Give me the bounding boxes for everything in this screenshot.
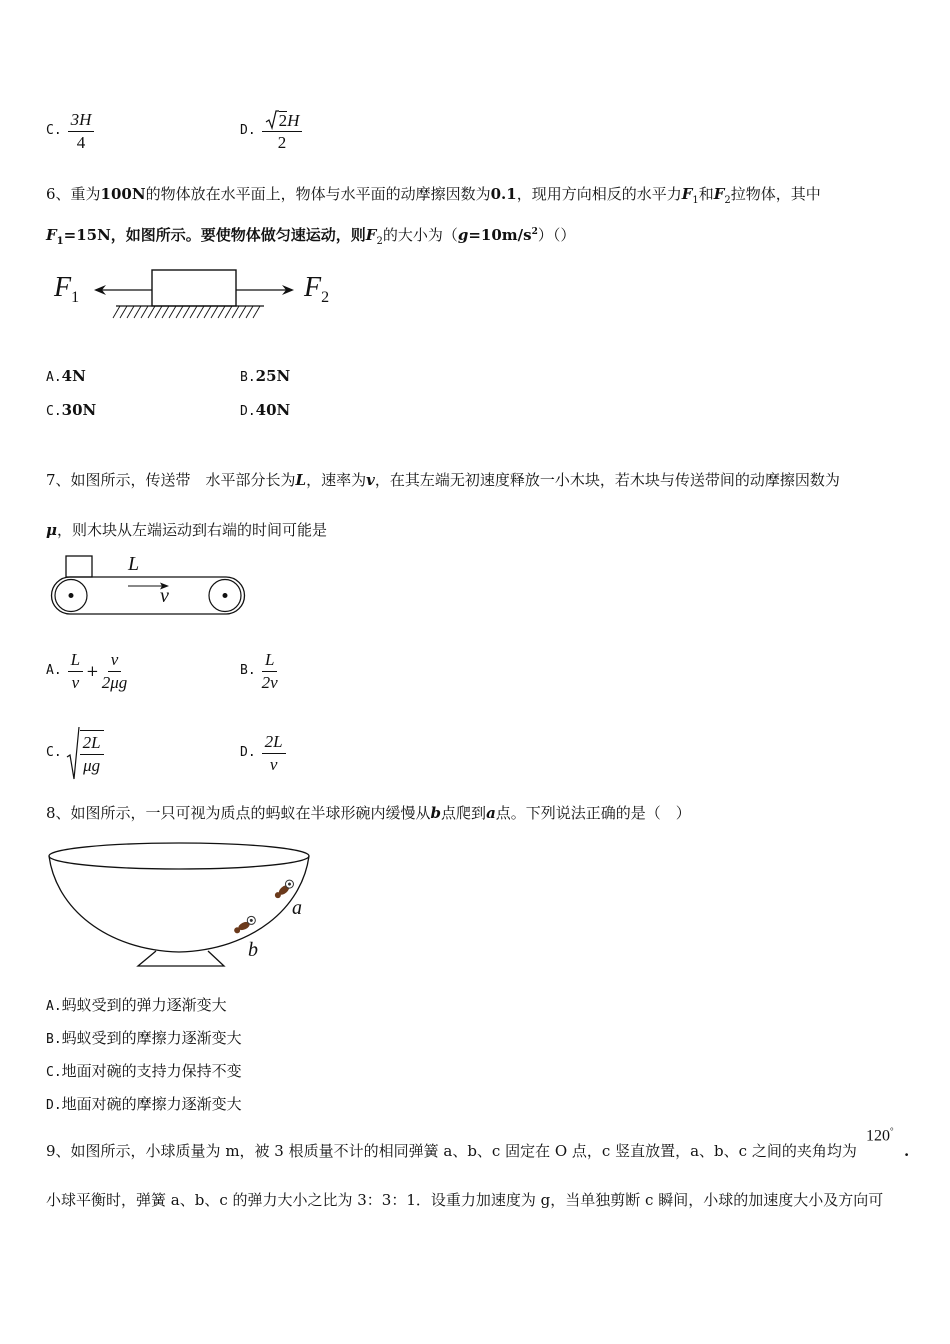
q8-option-c-label: C. (46, 1065, 62, 1080)
q6-ground-hatching (113, 306, 260, 318)
q6-text: 6、重为 (46, 185, 101, 203)
hatch-line (204, 306, 211, 318)
q6-f2-sub: 2 (376, 236, 383, 247)
q7-option-b (240, 636, 278, 706)
q7-fig-v: v (160, 585, 169, 607)
q6-fig-f2: $F_2$ (304, 272, 330, 306)
q6-option-b-label: B. (240, 370, 256, 385)
q6-f1: F (46, 226, 57, 244)
q5-d-var: H (287, 110, 300, 130)
q7-c-frac (80, 730, 104, 776)
hatch-line (148, 306, 155, 318)
q6-stem-line1 (46, 184, 821, 211)
hatch-line (113, 306, 120, 318)
hatch-line (239, 306, 246, 318)
q6-g-sup: 2 (531, 227, 538, 237)
q7-option-d (240, 718, 286, 788)
q6-fig-f1: $F_1$ (54, 272, 80, 306)
q9-stem-line2 (46, 1190, 883, 1210)
q7-stem-line2 (46, 520, 327, 540)
q9-stem-line1 (46, 1141, 857, 1161)
hatch-line (218, 306, 225, 318)
q6-text: 的大小为（ (382, 226, 458, 244)
q8-ant-b (231, 915, 257, 934)
q6-text: 拉物体，其中 (730, 185, 821, 203)
q8-option-b-label: B. (46, 1032, 62, 1047)
q8-option-b (46, 1028, 242, 1050)
q7-a-n2: v (108, 650, 122, 672)
hatch-line (176, 306, 183, 318)
q8-option-d-label: D. (46, 1098, 62, 1113)
q9-period: . (904, 1142, 910, 1160)
q7-b-num: L (262, 650, 277, 672)
hatch-line (183, 306, 190, 318)
q7-left-axle (69, 593, 74, 598)
q9-angle-degree: ° (890, 1126, 894, 1136)
q6-f2: F (365, 226, 377, 244)
q7-a-n1: L (68, 650, 83, 672)
q6-text: 的物体放在水平面上，物体与水平面的动摩擦因数为 (145, 185, 491, 203)
q7-b-frac (262, 650, 278, 693)
hatch-line (211, 306, 218, 318)
q8-option-d-text: 地面对碗的摩擦力逐渐变大 (61, 1095, 242, 1113)
q7-text: ，则木块从左端运动到右端的时间可能是 (56, 521, 327, 539)
hatch-line (155, 306, 162, 318)
q7-b-den: 2v (261, 672, 278, 692)
q5-option-d-fraction (262, 110, 303, 153)
q6-option-d (240, 400, 290, 422)
q5-c-numerator: 3H (68, 110, 95, 132)
q7-v: v (366, 471, 375, 489)
hatch-line (232, 306, 239, 318)
q5-d-root: 2 (278, 110, 288, 130)
hatch-line (246, 306, 253, 318)
q9-angle (866, 1126, 894, 1145)
q8-fig-a: a (292, 897, 302, 919)
hatch-line (190, 306, 197, 318)
q6-f2-sub: 2 (724, 195, 731, 206)
q7-text: ，在其左端无初速度释放一小木块，若木块与传送带间的动摩擦因数为 (374, 471, 840, 489)
q8-bowl-body (49, 856, 309, 952)
q5-c-denominator: 4 (76, 132, 86, 152)
hatch-line (134, 306, 141, 318)
q8-bowl-rim (49, 843, 309, 869)
q7-fig-L: L (128, 553, 140, 575)
q7-a-d1: v (71, 672, 80, 692)
q7-mu: μ (46, 521, 57, 539)
q8-bowl-base (138, 951, 224, 966)
q6-f2: F (713, 185, 725, 203)
q8-fig-b: b (248, 939, 258, 961)
hatch-line (127, 306, 134, 318)
q7-a-frac2 (102, 650, 128, 693)
q6-figure (48, 262, 348, 324)
q7-option-a-label: A. (46, 663, 62, 678)
q8-option-c (46, 1061, 242, 1083)
q7-option-b-label: B. (240, 663, 256, 678)
q6-block (152, 270, 236, 306)
q6-option-d-value: 40N (255, 401, 291, 419)
q8-text: 点爬到 (441, 804, 487, 822)
q8-stem (46, 803, 691, 823)
hatch-line (169, 306, 176, 318)
q6-g: g (457, 226, 469, 244)
q5-option-c (46, 106, 94, 156)
q5-option-c-label: C. (46, 123, 62, 138)
q8-option-d (46, 1094, 242, 1116)
q6-option-b-value: 25N (255, 367, 291, 385)
hatch-line (225, 306, 232, 318)
q6-stem-line2 (46, 222, 575, 252)
q8-text: 点。下列说法正确的是（ ） (495, 804, 691, 822)
q6-weight: 100N (100, 185, 146, 203)
hatch-line (141, 306, 148, 318)
q6-options (46, 366, 446, 426)
q6-f1-sub: 1 (56, 236, 64, 247)
q8-b: b (430, 804, 442, 822)
q6-text: 和 (698, 185, 714, 203)
q7-option-d-label: D. (240, 745, 256, 760)
q6-option-c-label: C. (46, 404, 62, 419)
q6-option-a-value: 4N (61, 367, 86, 385)
q7-figure (48, 552, 248, 616)
q7-d-num: 2L (262, 732, 286, 754)
q6-option-a (46, 366, 86, 388)
q7-a-plus: + (86, 662, 99, 680)
q8-a: a (486, 804, 496, 822)
q5-d-numerator (262, 110, 303, 132)
q6-text: =15N，如图所示。要使物体做匀速运动，则 (63, 226, 366, 244)
q6-text: ）（） (537, 226, 576, 244)
q7-a-d2: 2μg (101, 672, 128, 692)
hatch-line (253, 306, 260, 318)
q6-mu: 0.1 (490, 185, 517, 203)
q5-d-denominator: 2 (277, 132, 287, 152)
q7-d-den: v (269, 754, 278, 774)
q7-text: ，速率为 (306, 471, 367, 489)
q5-option-d-label: D. (240, 123, 256, 138)
sqrt-sign-icon (66, 725, 80, 781)
q7-option-c (46, 718, 104, 788)
q7-wood-block (66, 556, 92, 577)
q7-text: 7、如图所示，传送带 水平部分长为 (46, 471, 296, 489)
sqrt-sign-icon (265, 110, 279, 130)
q7-right-axle (223, 593, 228, 598)
q6-option-c-value: 30N (61, 401, 97, 419)
q9-angle-value: 120 (866, 1127, 890, 1145)
q9-text: 9、如图所示，小球质量为 m，被 3 根质量不计的相同弹簧 a、b、c 固定在 O 点，c 竖直放置，a、b、c 之间的夹角均为 (46, 1142, 857, 1160)
q8-option-a-label: A. (46, 999, 62, 1014)
q7-c-num: 2L (80, 733, 104, 755)
q8-bowl-figure (46, 838, 316, 972)
q8-text: 8、如图所示，一只可视为质点的蚂蚁在半球形碗内缓慢从 (46, 804, 431, 822)
q6-option-d-label: D. (240, 404, 256, 419)
q6-text: ，现用方向相反的水平力 (516, 185, 682, 203)
q8-option-a-text: 蚂蚁受到的弹力逐渐变大 (61, 996, 227, 1014)
q7-option-c-label: C. (46, 745, 62, 760)
q8-option-b-text: 蚂蚁受到的摩擦力逐渐变大 (61, 1029, 242, 1047)
q6-option-a-label: A. (46, 370, 62, 385)
q8-options (46, 995, 446, 1125)
q7-a-frac1 (68, 650, 83, 693)
q7-stem-line1 (46, 470, 840, 490)
hatch-line (197, 306, 204, 318)
hatch-line (120, 306, 127, 318)
q5-option-c-fraction (68, 110, 95, 153)
q6-g-value: =10m/s (468, 226, 532, 244)
q9-text: 小球平衡时，弹簧 a、b、c 的弹力大小之比为 3：3：1．设重力加速度为 g，当单独剪断 c 瞬间，小球的加速度大小及方向可 (46, 1191, 884, 1209)
q7-option-a (46, 636, 127, 706)
q7-d-frac (262, 732, 286, 775)
q5-option-d (240, 104, 302, 158)
hatch-line (162, 306, 169, 318)
q6-f1-sub: 1 (692, 195, 699, 206)
q6-f1: F (681, 185, 693, 203)
q7-L: L (295, 471, 307, 489)
q8-option-a (46, 995, 227, 1017)
q6-option-c (46, 400, 96, 422)
q6-option-b (240, 366, 290, 388)
q8-option-c-text: 地面对碗的支持力保持不变 (61, 1062, 242, 1080)
q7-c-den: μg (83, 756, 101, 775)
